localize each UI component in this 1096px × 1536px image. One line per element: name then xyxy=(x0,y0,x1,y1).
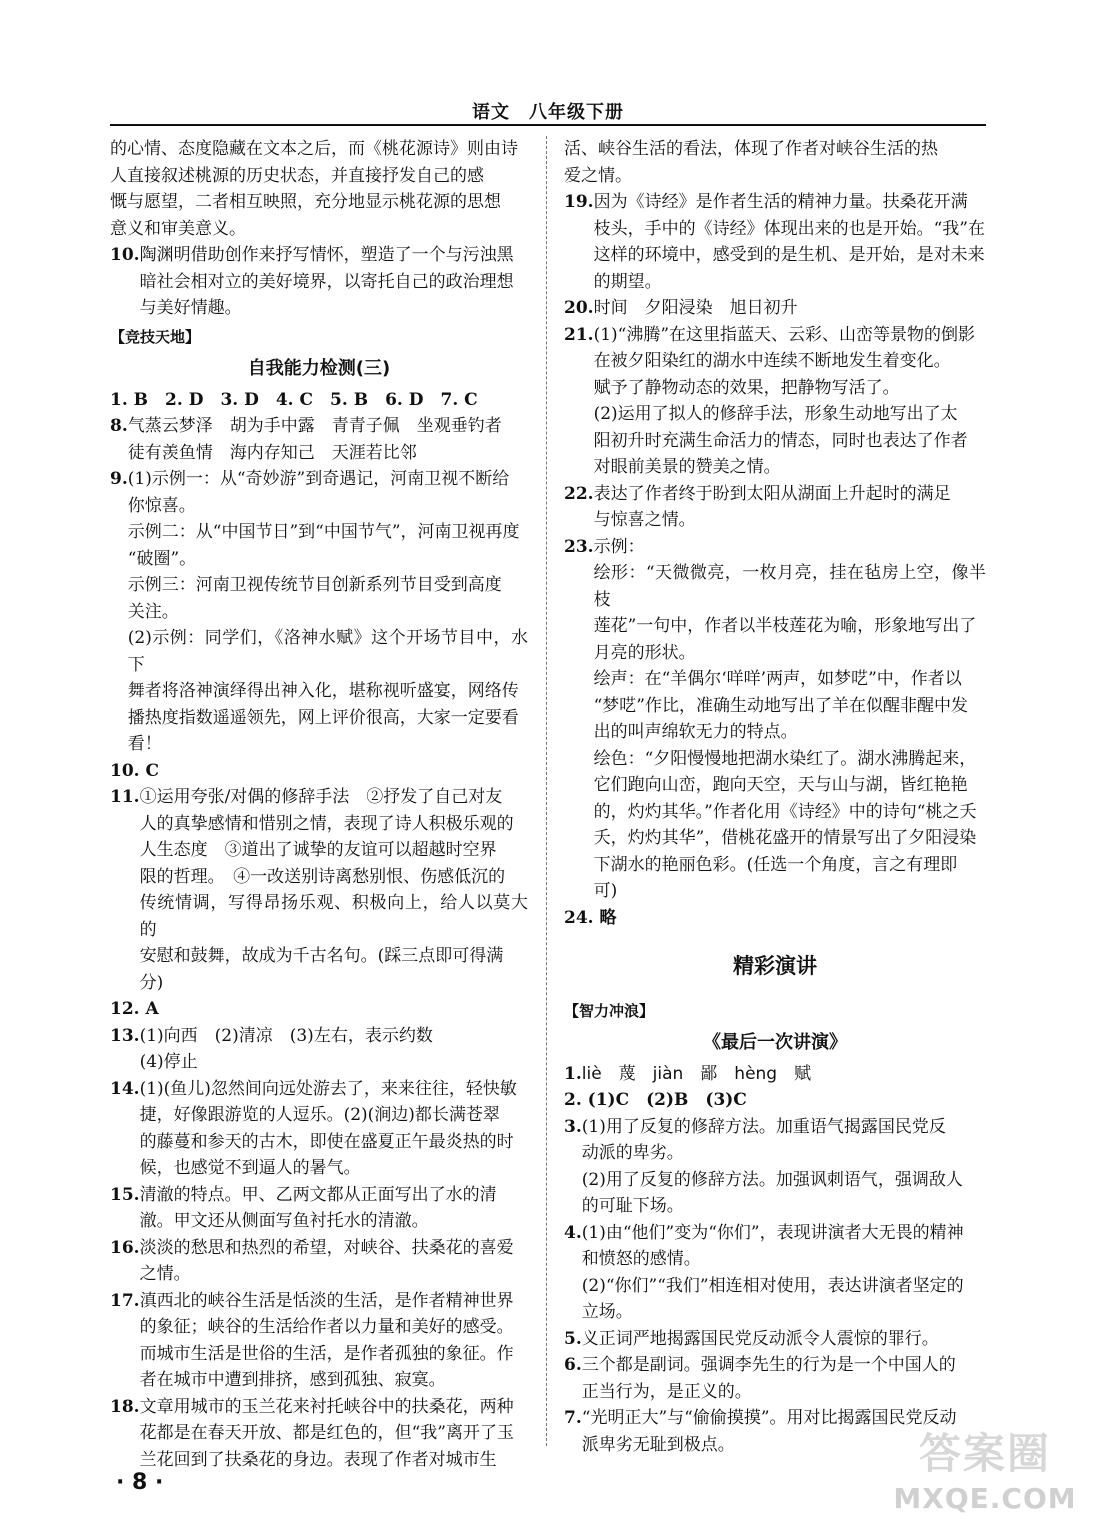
answer-14 xyxy=(110,1076,528,1182)
text-line: 传统情调，写得昂扬乐观、积极向上，给人以莫大的 xyxy=(139,893,528,940)
answer-r2: 2. (1)C (2)B (3)C xyxy=(564,1090,747,1110)
text-line: “梦呓”作比，准确生动地写出了羊在似醒非醒中发 xyxy=(593,695,968,716)
answer-r5 xyxy=(564,1326,986,1353)
answer-22 xyxy=(564,481,986,534)
answer-18 xyxy=(110,1394,528,1474)
text-line: 徒有羡鱼情 海内存知己 天涯若比邻 xyxy=(127,442,417,463)
answer-r3 xyxy=(564,1114,986,1220)
answer-r6 xyxy=(564,1352,986,1405)
answer-number: 10. xyxy=(110,245,140,265)
answer-10 xyxy=(110,242,528,322)
text-line: 绘色：“夕阳慢慢地把湖水染红了。湖水沸腾起来， xyxy=(593,748,977,769)
text-line: (1)“沸腾”在这里指蓝天、云彩、山峦等景物的倒影 xyxy=(593,324,976,345)
text-line: 播热度指数遥遥领先，网上评价很高，大家一定要看 xyxy=(127,707,519,728)
text-line: 绘声：在“羊偶尔‘咩咩’两声，如梦呓”中，作者以 xyxy=(593,669,962,689)
text-line: 意义和审美意义。 xyxy=(110,218,246,239)
text-line: 舞者将洛神演绎得出神入化，堪称视听盛宴，网络传 xyxy=(127,681,519,701)
text-line: 示例三：河南卫视传统节目创新系列节目受到高度 xyxy=(127,575,502,595)
answer-number: 18. xyxy=(110,1396,140,1417)
answer-20 xyxy=(564,295,986,322)
text-line: 关注。 xyxy=(127,601,179,622)
text-line: 在被夕阳染红的湖水中连续不断地发生着变化。 xyxy=(593,351,951,371)
text-line: 兰花回到了扶桑花的身边。表现了作者对城市生 xyxy=(139,1449,497,1470)
text-line: 时间 夕阳浸染 旭日初升 xyxy=(593,298,798,318)
text-line: 示例二：从“中国节日”到“中国节气”，河南卫视再度 xyxy=(127,522,520,542)
answer-8 xyxy=(110,413,528,466)
text-line: 气蒸云梦泽 胡为手中露 青青子佩 坐观垂钓者 xyxy=(127,416,502,436)
text-line: 人生态度 ③道出了诚挚的友谊可以超越时空界 xyxy=(139,840,497,860)
header-rule xyxy=(110,124,986,126)
text-line: (2)运用了拟人的修辞手法，形象生动地写出了太 xyxy=(593,404,958,424)
text-line: 淡淡的愁思和热烈的希望，对峡谷、扶桑花的喜爱 xyxy=(139,1237,514,1258)
answer-number: 17. xyxy=(110,1290,140,1311)
text-line: 花都是在春天开放、都是红色的，但“我”离开了玉 xyxy=(139,1423,514,1443)
watermark-logo-text: 答案圈 xyxy=(918,1429,1051,1478)
text-line: (1)示例一：从“奇妙游”到奇遇记，河南卫视不断给 xyxy=(127,469,510,489)
text-line: 莲花”一句中，作者以半枝莲花为喻，形象地写出了 xyxy=(593,616,977,636)
text-line: 派卑劣无耻到极点。 xyxy=(581,1434,735,1455)
text-line: 限的哲理。 ④一改送别诗离愁别恨、伤感低沉的 xyxy=(139,866,506,887)
text-line: (2)示例：同学们，《洛神水赋》这个开场节目中，水下 xyxy=(127,628,528,675)
text-line: 正当行为，是正义的。 xyxy=(581,1381,752,1402)
answer-21 xyxy=(564,322,986,481)
text-line: liè 蔑 jiàn 鄙 hèng 赋 xyxy=(581,1063,812,1084)
answer-number: 3. xyxy=(564,1116,582,1137)
page-header: 语文 八年级下册 xyxy=(472,102,624,123)
answer-9 xyxy=(110,466,528,758)
text-line: 动派的卑劣。 xyxy=(581,1143,684,1163)
text-line: 表达了作者终于盼到太阳从湖面上升起时的满足 xyxy=(593,483,951,504)
answer-number: 14. xyxy=(110,1078,140,1099)
text-line: 阳初升时充满生命活力的情态，同时也表达了作者 xyxy=(593,430,968,451)
text-line: 与美好情趣。 xyxy=(139,298,242,318)
right-column xyxy=(564,136,986,1458)
site-watermark xyxy=(892,1426,1078,1526)
text-line: 月亮的形状。 xyxy=(593,642,696,663)
watermark-url: MXQE.COM xyxy=(893,1482,1077,1515)
text-line: 者在城市中遭到排挤，感到孤独、寂寞。 xyxy=(139,1370,446,1390)
section-label-zhili: 【智力冲浪】 xyxy=(564,1001,655,1020)
text-line: 赋予了静物动态的效果，把静物写活了。 xyxy=(593,377,900,398)
text-line: 绘形：“天微微亮，一枚月亮，挂在毡房上空，像半枝 xyxy=(593,563,986,610)
answer-number: 5. xyxy=(564,1328,582,1349)
answer-r4 xyxy=(564,1220,986,1326)
text-line: 下湖水的艳丽色彩。(任选一个角度，言之有理即 xyxy=(593,854,958,875)
text-line: 分) xyxy=(139,972,164,993)
text-line: 的藤蔓和参天的古木，即使在盛夏正午最炎热的时 xyxy=(139,1131,514,1152)
text-line: 你惊喜。 xyxy=(127,495,196,516)
answer-12: 12. A xyxy=(110,999,159,1019)
text-line: 慨与愿望，二者相互映照，充分地显示桃花源的思想 xyxy=(110,192,501,212)
answer-17 xyxy=(110,1288,528,1394)
answer-number: 7. xyxy=(564,1408,582,1428)
answer-number: 20. xyxy=(564,298,594,318)
text-line: “光明正大”与“偷偷摸摸”。用对比揭露国民党反动 xyxy=(581,1408,957,1428)
text-line: 澈。甲文还从侧面写鱼衬托水的清澈。 xyxy=(139,1211,429,1231)
answer-16 xyxy=(110,1235,528,1288)
right-intro xyxy=(564,136,986,189)
answer-15 xyxy=(110,1182,528,1235)
text-line: 爱之情。 xyxy=(564,165,632,186)
text-line: 和愤怒的感情。 xyxy=(581,1249,701,1269)
text-line: 立场。 xyxy=(581,1302,633,1322)
answer-13 xyxy=(110,1023,528,1076)
text-line: 活、峡谷生活的看法，体现了作者对峡谷生活的热 xyxy=(564,139,938,159)
answer-number: 9. xyxy=(110,469,128,489)
answer-number: 23. xyxy=(564,536,594,557)
answer-number: 15. xyxy=(110,1184,140,1205)
page-number: · 8 · xyxy=(116,1470,164,1495)
text-line: 夭，灼灼其华”，借桃花盛开的情景写出了夕阳浸染 xyxy=(593,828,977,848)
text-line: 示例： xyxy=(593,536,645,557)
left-intro xyxy=(110,136,528,242)
answer-number: 19. xyxy=(564,192,594,212)
text-line: 文章用城市的玉兰花来衬托峡谷中的扶桑花，两种 xyxy=(139,1396,514,1417)
answer-number: 1. xyxy=(564,1063,582,1084)
text-line: 的期望。 xyxy=(593,271,662,292)
text-line: 的可耻下场。 xyxy=(581,1196,684,1216)
left-column xyxy=(110,136,528,1473)
text-line: 人的真挚感情和惜别之情，表现了诗人积极乐观的 xyxy=(139,813,514,834)
text-line: 陶渊明借助创作来抒写情怀，塑造了一个与污浊黑 xyxy=(139,245,514,265)
lesson-title: 《最后一次讲演》 xyxy=(703,1032,847,1053)
text-line: 与惊喜之情。 xyxy=(593,510,696,530)
answer-number: 8. xyxy=(110,416,128,436)
text-line: 候，也感觉不到逼人的暑气。 xyxy=(139,1158,361,1178)
answer-number: 16. xyxy=(110,1237,140,1258)
answer-number: 11. xyxy=(110,787,140,807)
section-label-jingji: 【竞技天地】 xyxy=(110,327,201,346)
text-line: (2)用了反复的修辞方法。加强讽刺语气，强调敌人 xyxy=(581,1169,963,1190)
answer-r1 xyxy=(564,1061,986,1088)
column-divider xyxy=(546,136,547,1446)
answer-10b: 10. C xyxy=(110,760,160,781)
text-line: 之情。 xyxy=(139,1264,191,1284)
text-line: 人直接叙述桃源的历史状态，并直接抒发自己的感 xyxy=(110,165,484,186)
text-line: 滇西北的峡谷生活是恬淡的生活，是作者精神世界 xyxy=(139,1290,514,1311)
text-line: 因为《诗经》是作者生活的精神力量。扶桑花开满 xyxy=(593,192,968,212)
text-line: 出的叫声绵软无力的特点。 xyxy=(593,722,798,742)
text-line: 的心情、态度隐藏在文本之后，而《桃花源诗》则由诗 xyxy=(110,139,518,159)
answer-19 xyxy=(564,189,986,295)
text-line: 而城市生活是世俗的生活，是作者孤独的象征。作 xyxy=(139,1343,514,1364)
text-line: 捷，好像跟游览的人逗乐。(2)(涧边)都长满苍翠 xyxy=(139,1105,500,1125)
answer-23 xyxy=(564,534,986,905)
text-line: 安慰和鼓舞，故成为千古名句。(踩三点即可得满 xyxy=(139,946,504,966)
text-line: 它们跑向山峦，跑向天空，天与山与湖，皆红艳艳 xyxy=(593,775,968,795)
text-line: “破圈”。 xyxy=(127,548,197,569)
answer-number: 21. xyxy=(564,324,594,345)
answer-number: 6. xyxy=(564,1355,582,1375)
answer-24: 24. 略 xyxy=(564,907,617,928)
answer-mc-1-7: 1. B 2. D 3. D 4. C 5. B 6. D 7. C xyxy=(110,389,478,410)
section-subtitle: 自我能力检测(三) xyxy=(247,358,391,379)
text-line: 的象征；峡谷的生活给作者以力量和美好的感受。 xyxy=(139,1317,514,1337)
answer-number: 13. xyxy=(110,1025,140,1046)
text-line: 的，灼灼其华。”作者化用《诗经》中的诗句“桃之夭 xyxy=(593,801,977,822)
text-line: 义正词严地揭露国民党反动派令人震惊的罪行。 xyxy=(581,1328,939,1349)
text-line: 看！ xyxy=(127,734,162,754)
text-line: 三个都是副词。强调李先生的行为是一个中国人的 xyxy=(581,1355,956,1375)
text-line: (1)向西 (2)清凉 (3)左右，表示约数 xyxy=(139,1025,433,1046)
text-line: (1)(鱼儿)忽然间向远处游去了，来来往往，轻快敏 xyxy=(139,1078,517,1099)
text-line: (4)停止 xyxy=(139,1052,198,1072)
section-title-speech: 精彩演讲 xyxy=(733,954,817,978)
text-line: 可) xyxy=(593,881,618,901)
text-line: ①运用夸张/对偶的修辞手法 ②抒发了自己对友 xyxy=(139,787,503,807)
text-line: 对眼前美景的赞美之情。 xyxy=(593,457,781,477)
answer-11 xyxy=(110,784,528,996)
text-line: 暗社会相对立的美好境界，以寄托自己的政治理想 xyxy=(139,271,514,292)
text-line: (1)用了反复的修辞方法。加重语气揭露国民党反 xyxy=(581,1116,946,1137)
answer-number: 4. xyxy=(564,1222,582,1243)
text-line: 清澈的特点。甲、乙两文都从正面写出了水的清 xyxy=(139,1184,497,1205)
text-line: 枝头，手中的《诗经》体现出来的也是开始。“我”在 xyxy=(593,218,985,239)
answer-number: 22. xyxy=(564,483,594,504)
text-line: 这样的环境中，感受到的是生机、是开始，是对未来 xyxy=(593,245,985,265)
text-line: (2)“你们”“我们”相连相对使用，表达讲演者坚定的 xyxy=(581,1275,964,1296)
text-line: (1)由“他们”变为“你们”，表现讲演者大无畏的精神 xyxy=(581,1222,964,1243)
